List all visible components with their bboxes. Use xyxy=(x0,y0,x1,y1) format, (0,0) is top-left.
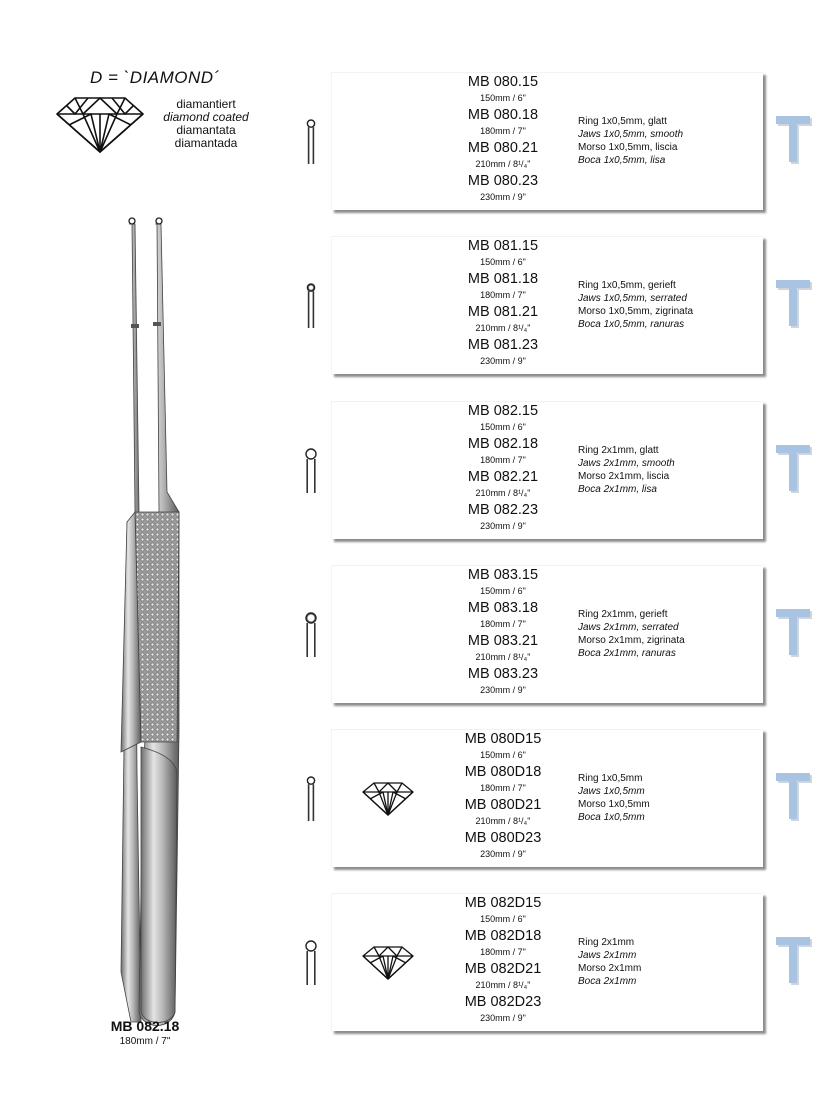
description-line: Morso 2x1mm, zigrinata xyxy=(578,635,685,646)
description-line: Ring 2x1mm, glatt xyxy=(578,445,659,456)
product-card xyxy=(331,401,763,539)
product-code: MB 080D21 xyxy=(464,797,542,813)
product-card xyxy=(331,565,763,703)
product-code: MB 080.18 xyxy=(467,107,539,123)
description-line: Ring 2x1mm, gerieft xyxy=(578,609,668,620)
description-line: Boca 2x1mm, lisa xyxy=(578,484,657,495)
product-size: 230mm / 9" xyxy=(480,849,526,859)
product-size: 150mm / 6" xyxy=(480,93,526,103)
description-line: Jaws 1x0,5mm, serrated xyxy=(578,293,687,304)
forceps-illustration xyxy=(105,212,190,1030)
product-size: 150mm / 6" xyxy=(480,586,526,596)
description-line: Jaws 2x1mm xyxy=(578,950,637,961)
variant-list xyxy=(428,731,578,863)
forceps-tip-icon xyxy=(300,280,322,330)
product-code: MB 083.18 xyxy=(467,600,539,616)
forceps-tip-icon xyxy=(300,937,322,987)
jaw-description xyxy=(578,279,693,331)
forceps-tip-icon xyxy=(300,116,322,166)
diamond-icon xyxy=(362,782,414,816)
jaw-description xyxy=(578,115,683,167)
legend-title: D = `DIAMOND´ xyxy=(90,68,220,87)
description-line: Boca 1x0,5mm, ranuras xyxy=(578,319,685,330)
product-code: MB 080.21 xyxy=(467,140,539,156)
product-code: MB 081.23 xyxy=(467,337,539,353)
description-line: Boca 1x0,5mm xyxy=(578,812,645,823)
variant-list xyxy=(428,74,578,206)
product-code: MB 080D18 xyxy=(464,764,542,780)
t-tab-icon xyxy=(774,114,814,164)
product-size: 210mm / 8¹/₄" xyxy=(475,816,531,826)
product-size: 230mm / 9" xyxy=(480,521,526,531)
product-code: MB 083.15 xyxy=(467,567,539,583)
variant-list xyxy=(428,895,578,1027)
product-code: MB 082D21 xyxy=(464,961,542,977)
featured-size: 180mm / 7" xyxy=(119,1036,171,1047)
t-tab-icon xyxy=(774,607,814,657)
legend-line-es: diamantada xyxy=(174,136,238,150)
description-line: Boca 1x0,5mm, lisa xyxy=(578,155,666,166)
description-line: Ring 1x0,5mm, glatt xyxy=(578,116,667,127)
product-size: 210mm / 8¹/₄" xyxy=(475,980,531,990)
product-size: 210mm / 8¹/₄" xyxy=(475,652,531,662)
description-line: Morso 1x0,5mm, zigrinata xyxy=(578,306,694,317)
description-line: Morso 1x0,5mm xyxy=(578,799,650,810)
legend-translations xyxy=(146,98,266,150)
description-line: Ring 2x1mm xyxy=(578,937,635,948)
forceps-tip-icon xyxy=(300,773,322,823)
description-line: Jaws 2x1mm, serrated xyxy=(578,622,679,633)
product-code: MB 082.23 xyxy=(467,502,539,518)
legend-line-it: diamantata xyxy=(176,123,236,137)
product-size: 230mm / 9" xyxy=(480,356,526,366)
product-card xyxy=(331,72,763,210)
product-card xyxy=(331,893,763,1031)
featured-code: MB 082.18 xyxy=(110,1018,180,1034)
product-code: MB 082.21 xyxy=(467,469,539,485)
product-size: 180mm / 7" xyxy=(480,783,526,793)
description-line: Morso 2x1mm xyxy=(578,963,642,974)
product-code: MB 082D23 xyxy=(464,994,542,1010)
featured-product-label xyxy=(80,1018,210,1047)
product-code: MB 080D23 xyxy=(464,830,542,846)
product-size: 210mm / 8¹/₄" xyxy=(475,323,531,333)
forceps-tip-icon xyxy=(300,609,322,659)
product-size: 210mm / 8¹/₄" xyxy=(475,159,531,169)
jaw-description xyxy=(578,772,650,824)
product-size: 180mm / 7" xyxy=(480,126,526,136)
description-line: Morso 2x1mm, liscia xyxy=(578,471,670,482)
product-size: 230mm / 9" xyxy=(480,685,526,695)
variant-list xyxy=(428,238,578,370)
t-tab-icon xyxy=(774,443,814,493)
diamond-legend xyxy=(50,68,290,168)
product-size: 230mm / 9" xyxy=(480,192,526,202)
product-size: 230mm / 9" xyxy=(480,1013,526,1023)
product-code: MB 081.21 xyxy=(467,304,539,320)
product-code: MB 080.15 xyxy=(467,74,539,90)
product-code: MB 082.15 xyxy=(467,403,539,419)
product-size: 150mm / 6" xyxy=(480,914,526,924)
variant-list xyxy=(428,567,578,699)
description-line: Boca 2x1mm xyxy=(578,976,637,987)
product-size: 150mm / 6" xyxy=(480,422,526,432)
diamond-icon xyxy=(362,946,414,980)
product-size: 210mm / 8¹/₄" xyxy=(475,488,531,498)
product-code: MB 080.23 xyxy=(467,173,539,189)
product-code: MB 082D15 xyxy=(464,895,542,911)
product-size: 180mm / 7" xyxy=(480,455,526,465)
product-size: 180mm / 7" xyxy=(480,947,526,957)
description-line: Jaws 1x0,5mm xyxy=(578,786,645,797)
legend-line-de: diamantiert xyxy=(176,97,236,111)
product-code: MB 083.21 xyxy=(467,633,539,649)
product-code: MB 081.15 xyxy=(467,238,539,254)
variant-list xyxy=(428,403,578,535)
t-tab-icon xyxy=(774,935,814,985)
product-code: MB 080D15 xyxy=(464,731,542,747)
product-card xyxy=(331,729,763,867)
product-code: MB 083.23 xyxy=(467,666,539,682)
description-line: Boca 2x1mm, ranuras xyxy=(578,648,676,659)
description-line: Jaws 2x1mm, smooth xyxy=(578,458,675,469)
description-line: Ring 1x0,5mm, gerieft xyxy=(578,280,676,291)
product-card xyxy=(331,236,763,374)
description-line: Ring 1x0,5mm xyxy=(578,773,643,784)
product-size: 150mm / 6" xyxy=(480,257,526,267)
description-line: Jaws 1x0,5mm, smooth xyxy=(578,129,684,140)
jaw-description xyxy=(578,936,641,988)
t-tab-icon xyxy=(774,278,814,328)
jaw-description xyxy=(578,444,675,496)
product-code: MB 082D18 xyxy=(464,928,542,944)
product-code: MB 082.18 xyxy=(467,436,539,452)
forceps-tip-icon xyxy=(300,445,322,495)
diamond-icon xyxy=(55,96,145,154)
product-code: MB 081.18 xyxy=(467,271,539,287)
product-size: 150mm / 6" xyxy=(480,750,526,760)
t-tab-icon xyxy=(774,771,814,821)
description-line: Morso 1x0,5mm, liscia xyxy=(578,142,678,153)
legend-line-en: diamond coated xyxy=(163,110,249,124)
product-size: 180mm / 7" xyxy=(480,619,526,629)
product-size: 180mm / 7" xyxy=(480,290,526,300)
jaw-description xyxy=(578,608,685,660)
